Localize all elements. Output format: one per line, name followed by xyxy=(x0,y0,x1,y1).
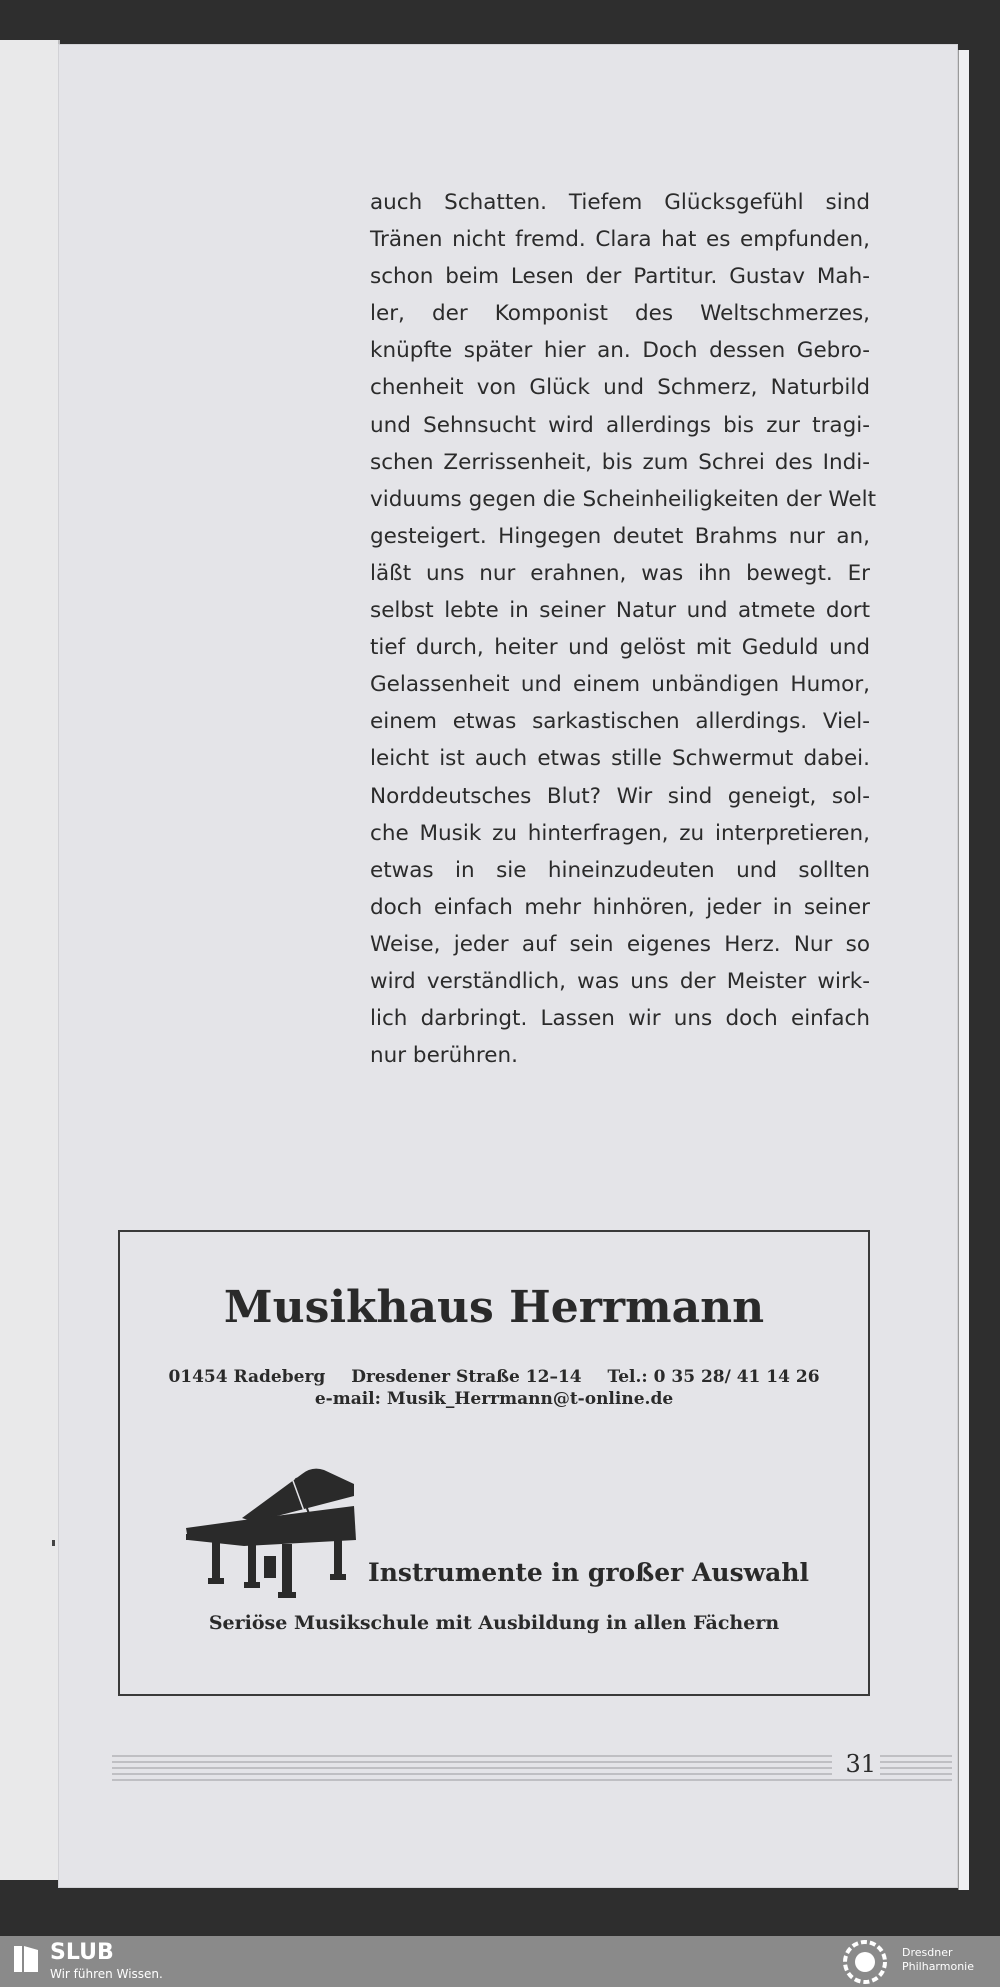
article-line: knüpfte später hier an. Doch dessen Gebro- xyxy=(370,338,870,364)
right-page-edge xyxy=(958,50,969,1890)
grand-piano-icon xyxy=(184,1456,360,1600)
article-line: Weise, jeder auf sein eigenes Herz. Nur so xyxy=(370,931,870,957)
philharmonie-logo-icon xyxy=(842,1939,888,1985)
article-line: gesteigert. Hingegen deutet Brahms nur an, xyxy=(370,523,870,549)
article-line: nur berühren. xyxy=(370,1043,518,1069)
article-line: chenheit von Glück und Schmerz, Naturbild xyxy=(370,375,870,401)
article-line: schen Zerrissenheit, bis zum Schrei des Indi- xyxy=(370,449,870,475)
footer-bar xyxy=(0,1936,1000,1987)
article-line: einem etwas sarkastischen allerdings. Viel- xyxy=(370,709,870,735)
article-line: schon beim Lesen der Partitur. Gustav Mah- xyxy=(370,264,870,290)
article-line: viduums gegen die Scheinheiligkeiten der Welt xyxy=(370,486,876,512)
ad-phone: Tel.: 0 35 28/ 41 14 26 xyxy=(607,1367,820,1387)
staff-lines-divider xyxy=(112,1750,952,1790)
slub-logo-icon xyxy=(14,1944,40,1974)
article-line: ler, der Komponist des Weltschmerzes, xyxy=(370,301,870,327)
slub-tagline: Wir führen Wissen. xyxy=(50,1967,163,1981)
ad-street: Dresdener Straße 12–14 xyxy=(351,1367,582,1387)
article-line: wird verständlich, was uns der Meister wirk- xyxy=(370,968,870,994)
article-line: etwas in sie hineinzudeuten und sollten xyxy=(370,857,870,883)
ad-school: Seriöse Musikschule mit Ausbildung in allen Fächern xyxy=(208,1612,780,1634)
article-line: doch einfach mehr hinhören, jeder in seiner xyxy=(370,894,870,920)
article-line: und Sehnsucht wird allerdings bis zur tragi- xyxy=(370,412,870,438)
article-line: auch Schatten. Tiefem Glücksgefühl sind xyxy=(370,190,870,215)
ad-instruments: Instrumente in großer Auswahl xyxy=(368,1558,810,1587)
philharmonie-line-1: Dresdner xyxy=(902,1946,953,1959)
advertisement-box xyxy=(118,1230,870,1696)
slub-logo-text: SLUB xyxy=(50,1940,114,1965)
philharmonie-line-2: Philharmonie xyxy=(902,1960,974,1973)
article-line: lich darbringt. Lassen wir uns doch einfach xyxy=(370,1006,870,1032)
article-line: tief durch, heiter und gelöst mit Geduld und xyxy=(370,635,870,661)
article-line: Gelassenheit und einem unbändigen Humor, xyxy=(370,672,870,698)
article-line: Tränen nicht fremd. Clara hat es empfunden, xyxy=(370,227,870,253)
article-line: che Musik zu hinterfragen, zu interpretieren, xyxy=(370,820,870,846)
scan-mark xyxy=(52,1540,55,1546)
article-line: leicht ist auch etwas stille Schwermut dabei. xyxy=(370,746,870,772)
left-page-edge xyxy=(0,40,60,1880)
article-line: selbst lebte in seiner Natur und atmete dort xyxy=(370,598,870,624)
ad-title: Musikhaus Herrmann xyxy=(223,1282,765,1333)
article-line: Norddeutsches Blut? Wir sind geneigt, sol- xyxy=(370,783,870,809)
ad-postal: 01454 Radeberg xyxy=(168,1367,326,1387)
article-body xyxy=(370,184,876,1074)
page-number: 31 xyxy=(832,1750,880,1778)
philharmonie-logo-text xyxy=(902,1946,974,1974)
ad-email: e-mail: Musik_Herrmann@t-online.de xyxy=(314,1389,674,1409)
ad-contact xyxy=(120,1366,868,1410)
article-line: läßt uns nur erahnen, was ihn bewegt. Er xyxy=(370,560,870,586)
